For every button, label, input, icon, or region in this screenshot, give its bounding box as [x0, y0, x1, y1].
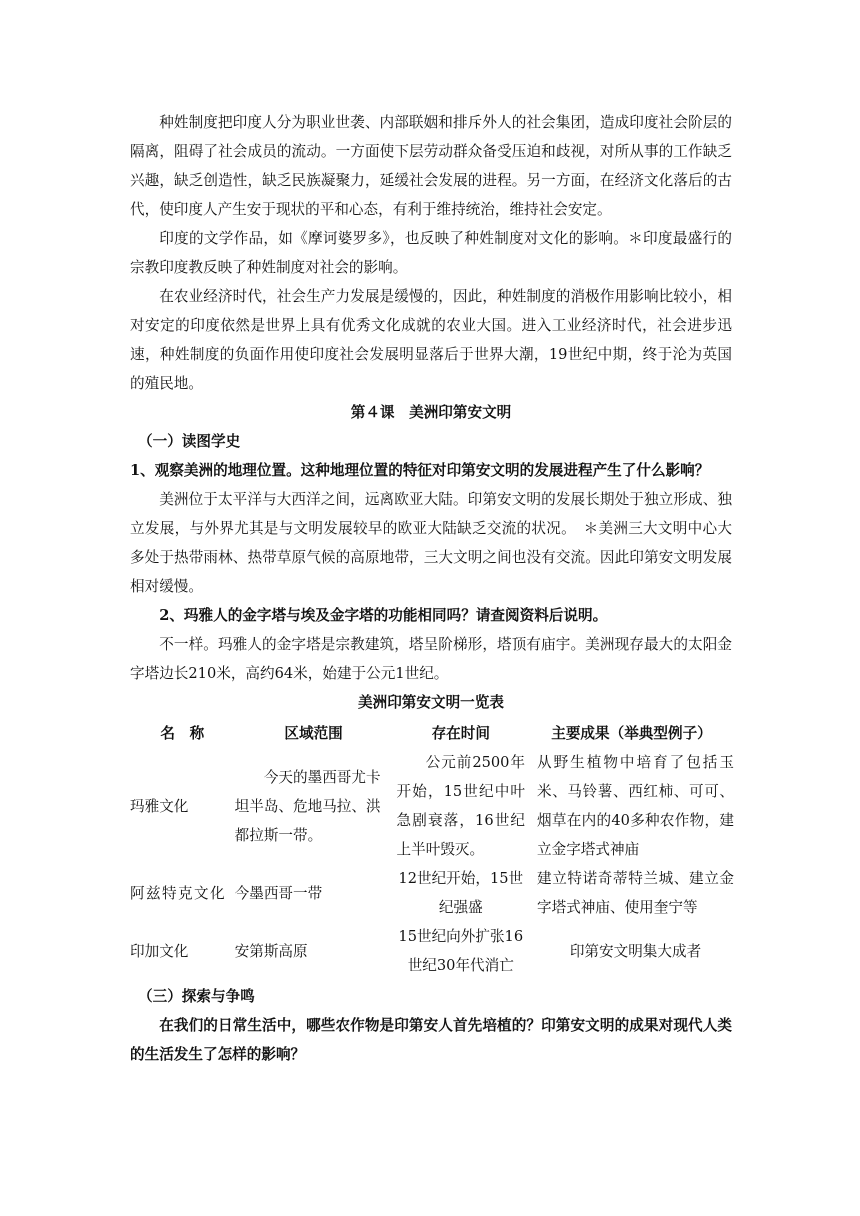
cell-region: 今墨西哥一带 — [234, 884, 323, 902]
cell-name: 印加文化 — [130, 942, 189, 960]
paragraph-economy: 在农业经济时代，社会生产力发展是缓慢的，因此，种姓制度的消极作用影响比较小，相对安定的印度依然是世界上具有优秀文化成就的农业大国。进入工业经济时代，社会进步迅速，种姓制度的负面作用使印度社会发展明显落后于世界大潮，19世纪中期，终于沦为英国的殖民地。 — [130, 288, 732, 392]
table-header-row — [130, 719, 734, 748]
table-row — [130, 864, 734, 922]
paragraph-literature: 印度的文学作品，如《摩诃婆罗多》，也反映了种姓制度对文化的影响。＊印度最盛行的宗教印度教反映了种姓制度对社会的影响。 — [130, 230, 732, 276]
cell-time — [393, 748, 529, 864]
cell-region — [235, 748, 393, 864]
cell-achievement: 印第安文明集大成者 — [569, 942, 702, 960]
question-1: 1、观察美洲的地理位置。这种地理位置的特征对印第安文明的发展进程产生了什么影响？ — [130, 462, 710, 479]
cell-name: 阿兹特克文化 — [130, 884, 225, 902]
table-row — [130, 922, 734, 980]
table-row — [130, 748, 734, 864]
cell-time: 12世纪开始，15世纪强盛 — [398, 870, 524, 916]
section-heading-3: （三）探索与争鸣 — [138, 988, 255, 1005]
civilization-table — [130, 719, 734, 980]
table-title: 美洲印第安文明一览表 — [358, 694, 504, 711]
header-name: 名 称 — [160, 725, 205, 742]
cell-name: 玛雅文化 — [130, 797, 189, 815]
answer-2: 不一样。玛雅人的金字塔是宗教建筑，塔呈阶梯形，塔顶有庙宇。美洲现存最大的太阳金字塔边长210米，高约64米，始建于公元1世纪。 — [130, 636, 732, 682]
header-time: 存在时间 — [431, 725, 490, 742]
cell-achievement: 从野生植物中培育了包括玉米、马铃薯、西红柿、可可、烟草在内的40多种农作物，建立金字塔式神庙 — [537, 754, 734, 858]
header-achievement: 主要成果（举典型例子） — [551, 725, 712, 742]
answer-1: 美洲位于太平洋与大西洋之间，远离欧亚大陆。印第安文明的发展长期处于独立形成、独立发展，与外界尤其是与文明发展较早的欧亚大陆缺乏交流的状况。 ＊美洲三大文明中心大多处于热带雨林、热带草原气候的高原地带，三大文明之间也没有交流。因此印第安文明发展相对缓慢。 — [130, 491, 732, 595]
document-page — [130, 108, 732, 1069]
section-heading-1: （一）读图学史 — [138, 433, 241, 450]
paragraph-caste-effects: 种姓制度把印度人分为职业世袭、内部联姻和排斥外人的社会集团，造成印度社会阶层的隔离，阻碍了社会成员的流动。一方面使下层劳动群众备受压迫和歧视，对所从事的工作缺乏兴趣，缺乏创造性，缺乏民族凝聚力，延缓社会发展的进程。另一方面，在经济文化落后的古代，使印度人产生安于现状的平和心态，有利于维持统治，维持社会安定。 — [130, 114, 732, 218]
cell-region-text: 今天的墨西哥尤卡坦半岛、危地马拉、洪都拉斯一带。 — [234, 768, 381, 844]
cell-achievement: 建立特诺奇蒂特兰城、建立金字塔式神庙、使用奎宁等 — [537, 870, 734, 916]
lesson-title: 第４课 美洲印第安文明 — [350, 404, 512, 421]
cell-time: 15世纪向外扩张16世纪30年代消亡 — [398, 928, 524, 974]
cell-time-text: 公元前2500年开始，15世纪中叶急剧衰落，16世纪上半叶毁灭。 — [396, 754, 525, 858]
question-2: 2、玛雅人的金字塔与埃及金字塔的功能相同吗？请查阅资料后说明。 — [159, 607, 608, 624]
cell-region: 安第斯高原 — [234, 942, 308, 960]
header-region: 区域范围 — [284, 725, 343, 742]
question-3: 在我们的日常生活中，哪些农作物是印第安人首先培植的？印第安文明的成果对现代人类的生活发生了怎样的影响？ — [130, 1017, 732, 1063]
